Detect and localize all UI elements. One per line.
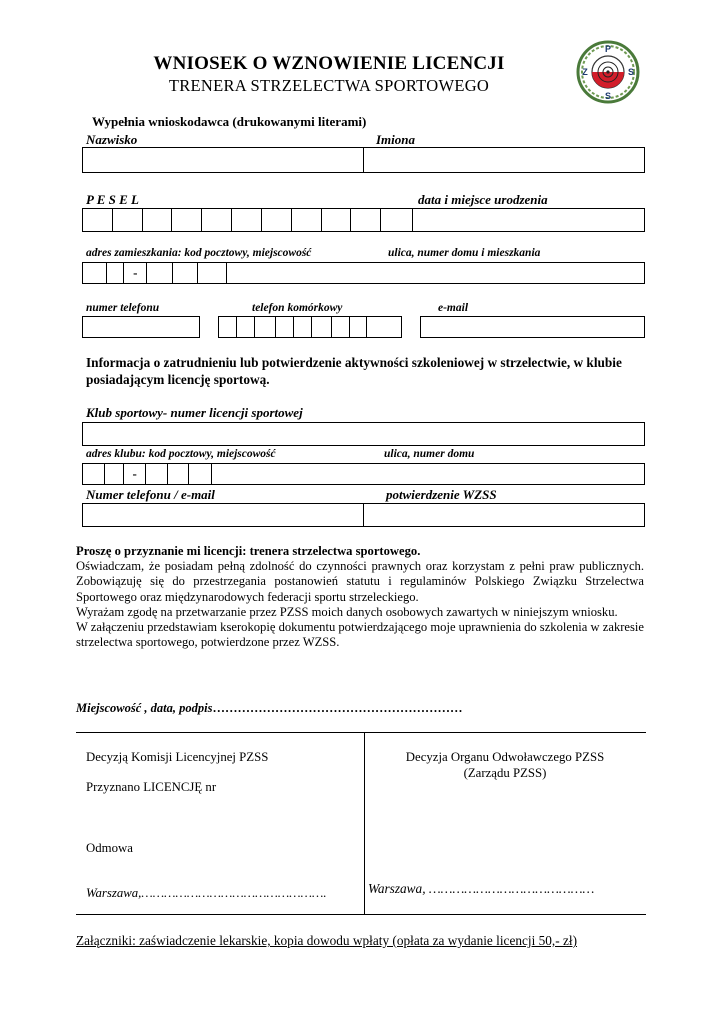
postal-cell[interactable] xyxy=(173,263,199,283)
declaration xyxy=(76,544,644,650)
mobile-cells[interactable] xyxy=(218,316,402,338)
club-street-label: ulica, numer domu xyxy=(384,448,475,460)
decision-divider xyxy=(364,732,365,915)
postal-cell[interactable] xyxy=(105,464,125,484)
pesel-cell[interactable] xyxy=(143,209,173,231)
pesel-cell[interactable] xyxy=(202,209,232,231)
employment-heading: Informacja o zatrudnieniu lub potwierdzenie aktywności szkoleniowej w strzelectwie, w klubie posiadającym licencję sportową. xyxy=(86,355,622,387)
signature-label: Miejscowość , data, podpis xyxy=(76,701,213,715)
street-label: ulica, numer domu i mieszkania xyxy=(388,247,541,259)
birth-label: data i miejsce urodzenia xyxy=(418,192,548,207)
postal-cell[interactable] xyxy=(189,464,211,484)
pesel-cell[interactable] xyxy=(322,209,352,231)
attachments-note: Załączniki: zaświadczenie lekarskie, kopia dowodu wpłaty (opłata za wydanie licencji 50,- zł) xyxy=(76,933,578,948)
surname-field[interactable] xyxy=(82,147,364,173)
postal-cell[interactable] xyxy=(198,263,226,283)
form-subtitle: TRENERA STRZELECTWA SPORTOWEGO xyxy=(168,76,490,95)
license-granted-label: Przyznano LICENCJĘ nr xyxy=(86,780,217,794)
logo-letter-s-bottom: S xyxy=(604,91,612,101)
wzss-field[interactable] xyxy=(363,503,645,527)
pesel-label: P E S E L xyxy=(86,192,139,207)
club-label: Klub sportowy- numer licencji sportowej xyxy=(86,405,303,420)
address-label: adres zamieszkania: kod pocztowy, miejscowość xyxy=(86,247,312,259)
declaration-capacity: Oświadczam, że posiadam pełną zdolność do czynności prawnych oraz korzystam z pełni praw publicznych. Zobowiązuję się do przestrzegania postanowień statutu i regulaminów Polskiego Związku Strzelectwa Sportowego oraz międzynarodowych federacji sportu strzeleckiego. xyxy=(76,559,644,604)
pesel-cell[interactable] xyxy=(83,209,113,231)
signature-dots: …………………………………………………… xyxy=(212,701,463,715)
decision-top-rule xyxy=(76,732,646,733)
postal-cell[interactable] xyxy=(83,263,107,283)
logo-letter-z: Z xyxy=(582,67,588,77)
appeal-decision-subtitle: (Zarządu PZSS) xyxy=(463,766,547,780)
pesel-cell[interactable] xyxy=(381,209,412,231)
license-request: Proszę o przyznanie mi licencji: trenera strzelectwa sportowego. xyxy=(76,544,421,558)
email-label: e-mail xyxy=(438,302,469,314)
mobile-cell[interactable] xyxy=(312,317,332,337)
mobile-cell[interactable] xyxy=(294,317,312,337)
signature-line[interactable] xyxy=(76,701,462,716)
phone-field[interactable] xyxy=(82,316,200,338)
pesel-cell[interactable] xyxy=(262,209,292,231)
names-label: Imiona xyxy=(376,132,416,147)
postal-cell[interactable] xyxy=(168,464,190,484)
mobile-cell[interactable] xyxy=(276,317,294,337)
form-title: WNIOSEK O WZNOWIENIE LICENCJI xyxy=(153,53,505,74)
pesel-cell[interactable] xyxy=(113,209,143,231)
mobile-label: telefon komórkowy xyxy=(252,302,343,314)
club-address-label: adres klubu: kod pocztowy, miejscowość xyxy=(86,448,276,460)
pesel-cell[interactable] xyxy=(351,209,381,231)
pesel-cells[interactable] xyxy=(82,208,413,232)
club-postal-cells[interactable] xyxy=(82,463,212,485)
postal-cell[interactable] xyxy=(107,263,125,283)
club-contact-field[interactable] xyxy=(82,503,364,527)
postal-separator: - xyxy=(124,464,146,484)
postal-code-cells[interactable] xyxy=(82,262,227,284)
right-place-date[interactable]: Warszawa, …………………………………… xyxy=(368,881,595,896)
mobile-cell[interactable] xyxy=(332,317,350,337)
fill-note: Wypełnia wnioskodawca (drukowanymi literami) xyxy=(92,114,367,129)
decision-bottom-rule xyxy=(76,914,646,915)
pesel-cell[interactable] xyxy=(232,209,262,231)
birth-field[interactable] xyxy=(412,208,645,232)
club-city-street-field[interactable] xyxy=(211,463,645,485)
postal-cell[interactable] xyxy=(146,464,168,484)
logo-letter-p: P xyxy=(604,44,612,54)
email-field[interactable] xyxy=(420,316,645,338)
declaration-consent: Wyrażam zgodę na przetwarzanie przez PZSS moich danych osobowych zawartych w niniejszym wniosku. xyxy=(76,604,618,619)
postal-cell[interactable] xyxy=(83,464,105,484)
refusal-label: Odmowa xyxy=(86,841,133,855)
mobile-cell[interactable] xyxy=(367,317,401,337)
city-street-field[interactable] xyxy=(226,262,645,284)
appeal-decision-title: Decyzja Organu Odwoławczego PZSS xyxy=(405,750,605,764)
club-field[interactable] xyxy=(82,422,645,446)
pesel-cell[interactable] xyxy=(172,209,202,231)
postal-separator: - xyxy=(124,263,147,283)
commission-decision-title: Decyzją Komisji Licencyjnej PZSS xyxy=(86,750,269,764)
names-field[interactable] xyxy=(363,147,645,173)
club-contact-label: Numer telefonu / e-mail xyxy=(86,487,215,502)
surname-label: Nazwisko xyxy=(86,132,138,147)
declaration-attachment: W załączeniu przedstawiam kserokopię dokumentu potwierdzającego moje uprawnienia do szkolenia w zakresie strzelectwa sportowego, potwierdzone przez WZSS. xyxy=(76,620,645,650)
left-place-date[interactable]: Warszawa,…………………………………………. xyxy=(86,886,327,900)
mobile-cell[interactable] xyxy=(255,317,277,337)
mobile-cell[interactable] xyxy=(237,317,255,337)
logo-letter-s-right: S xyxy=(627,67,635,77)
wzss-label: potwierdzenie WZSS xyxy=(386,487,497,502)
phone-label: numer telefonu xyxy=(86,302,160,314)
pzss-logo xyxy=(576,40,640,104)
mobile-cell[interactable] xyxy=(350,317,368,337)
pesel-cell[interactable] xyxy=(292,209,322,231)
mobile-cell[interactable] xyxy=(219,317,237,337)
postal-cell[interactable] xyxy=(147,263,173,283)
